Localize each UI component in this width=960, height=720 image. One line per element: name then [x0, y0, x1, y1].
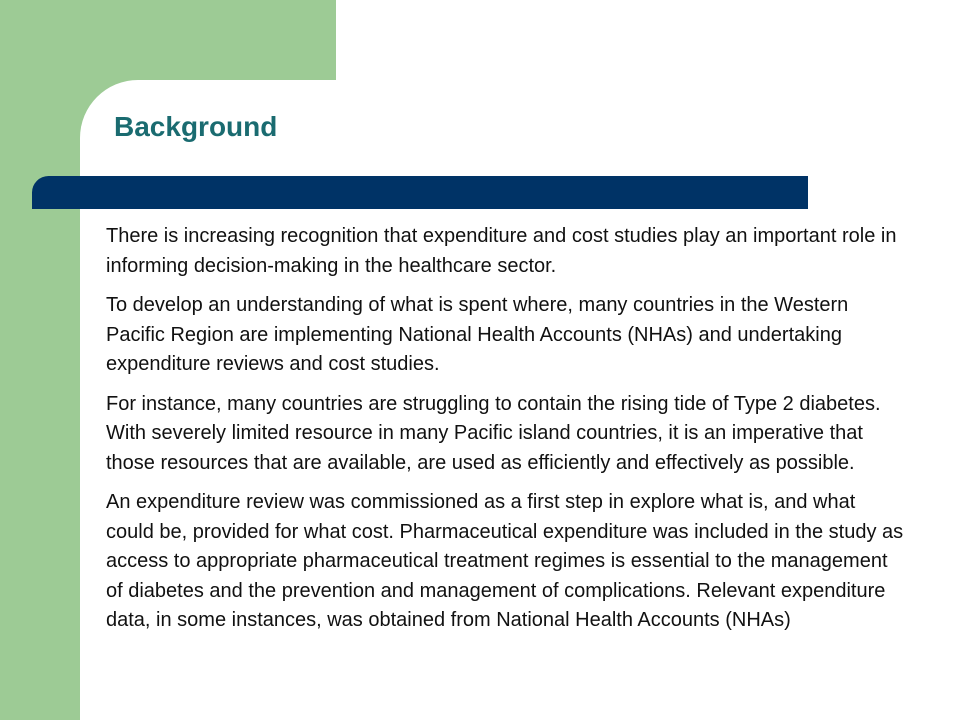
slide-title: Background [114, 111, 278, 142]
paragraph-expenditure-review: An expenditure review was commissioned as a first step in explore what is, and what could be, provided for what cost. Pharmaceutical expenditure was included in the study as access to appropriate pharmaceutical treatment regimes is essential to the management of diabetes and the prevention and management of complications. Relevant expenditure data, in some instances, was obtained from National Health Accounts (NHAs) [106, 491, 904, 631]
slide-body [106, 222, 906, 646]
title-bar-corner [32, 192, 72, 209]
paragraph-nha: To develop an understanding of what is spent where, many countries in the Western Pacific Region are implementing National Health Accounts (NHAs) and undertaking expenditure reviews and cost studies. [106, 294, 849, 375]
paragraph-diabetes: For instance, many countries are struggling to contain the rising tide of Type 2 diabetes. With severely limited resource in many Pacific island countries, it is an imperative that those resources that are available, are used as efficiently and effectively as possible. [106, 392, 881, 474]
title-underline-bar [32, 176, 808, 209]
paragraph-recognition: There is increasing recognition that expenditure and cost studies play an important role in informing decision-making in the healthcare sector. [106, 225, 897, 277]
